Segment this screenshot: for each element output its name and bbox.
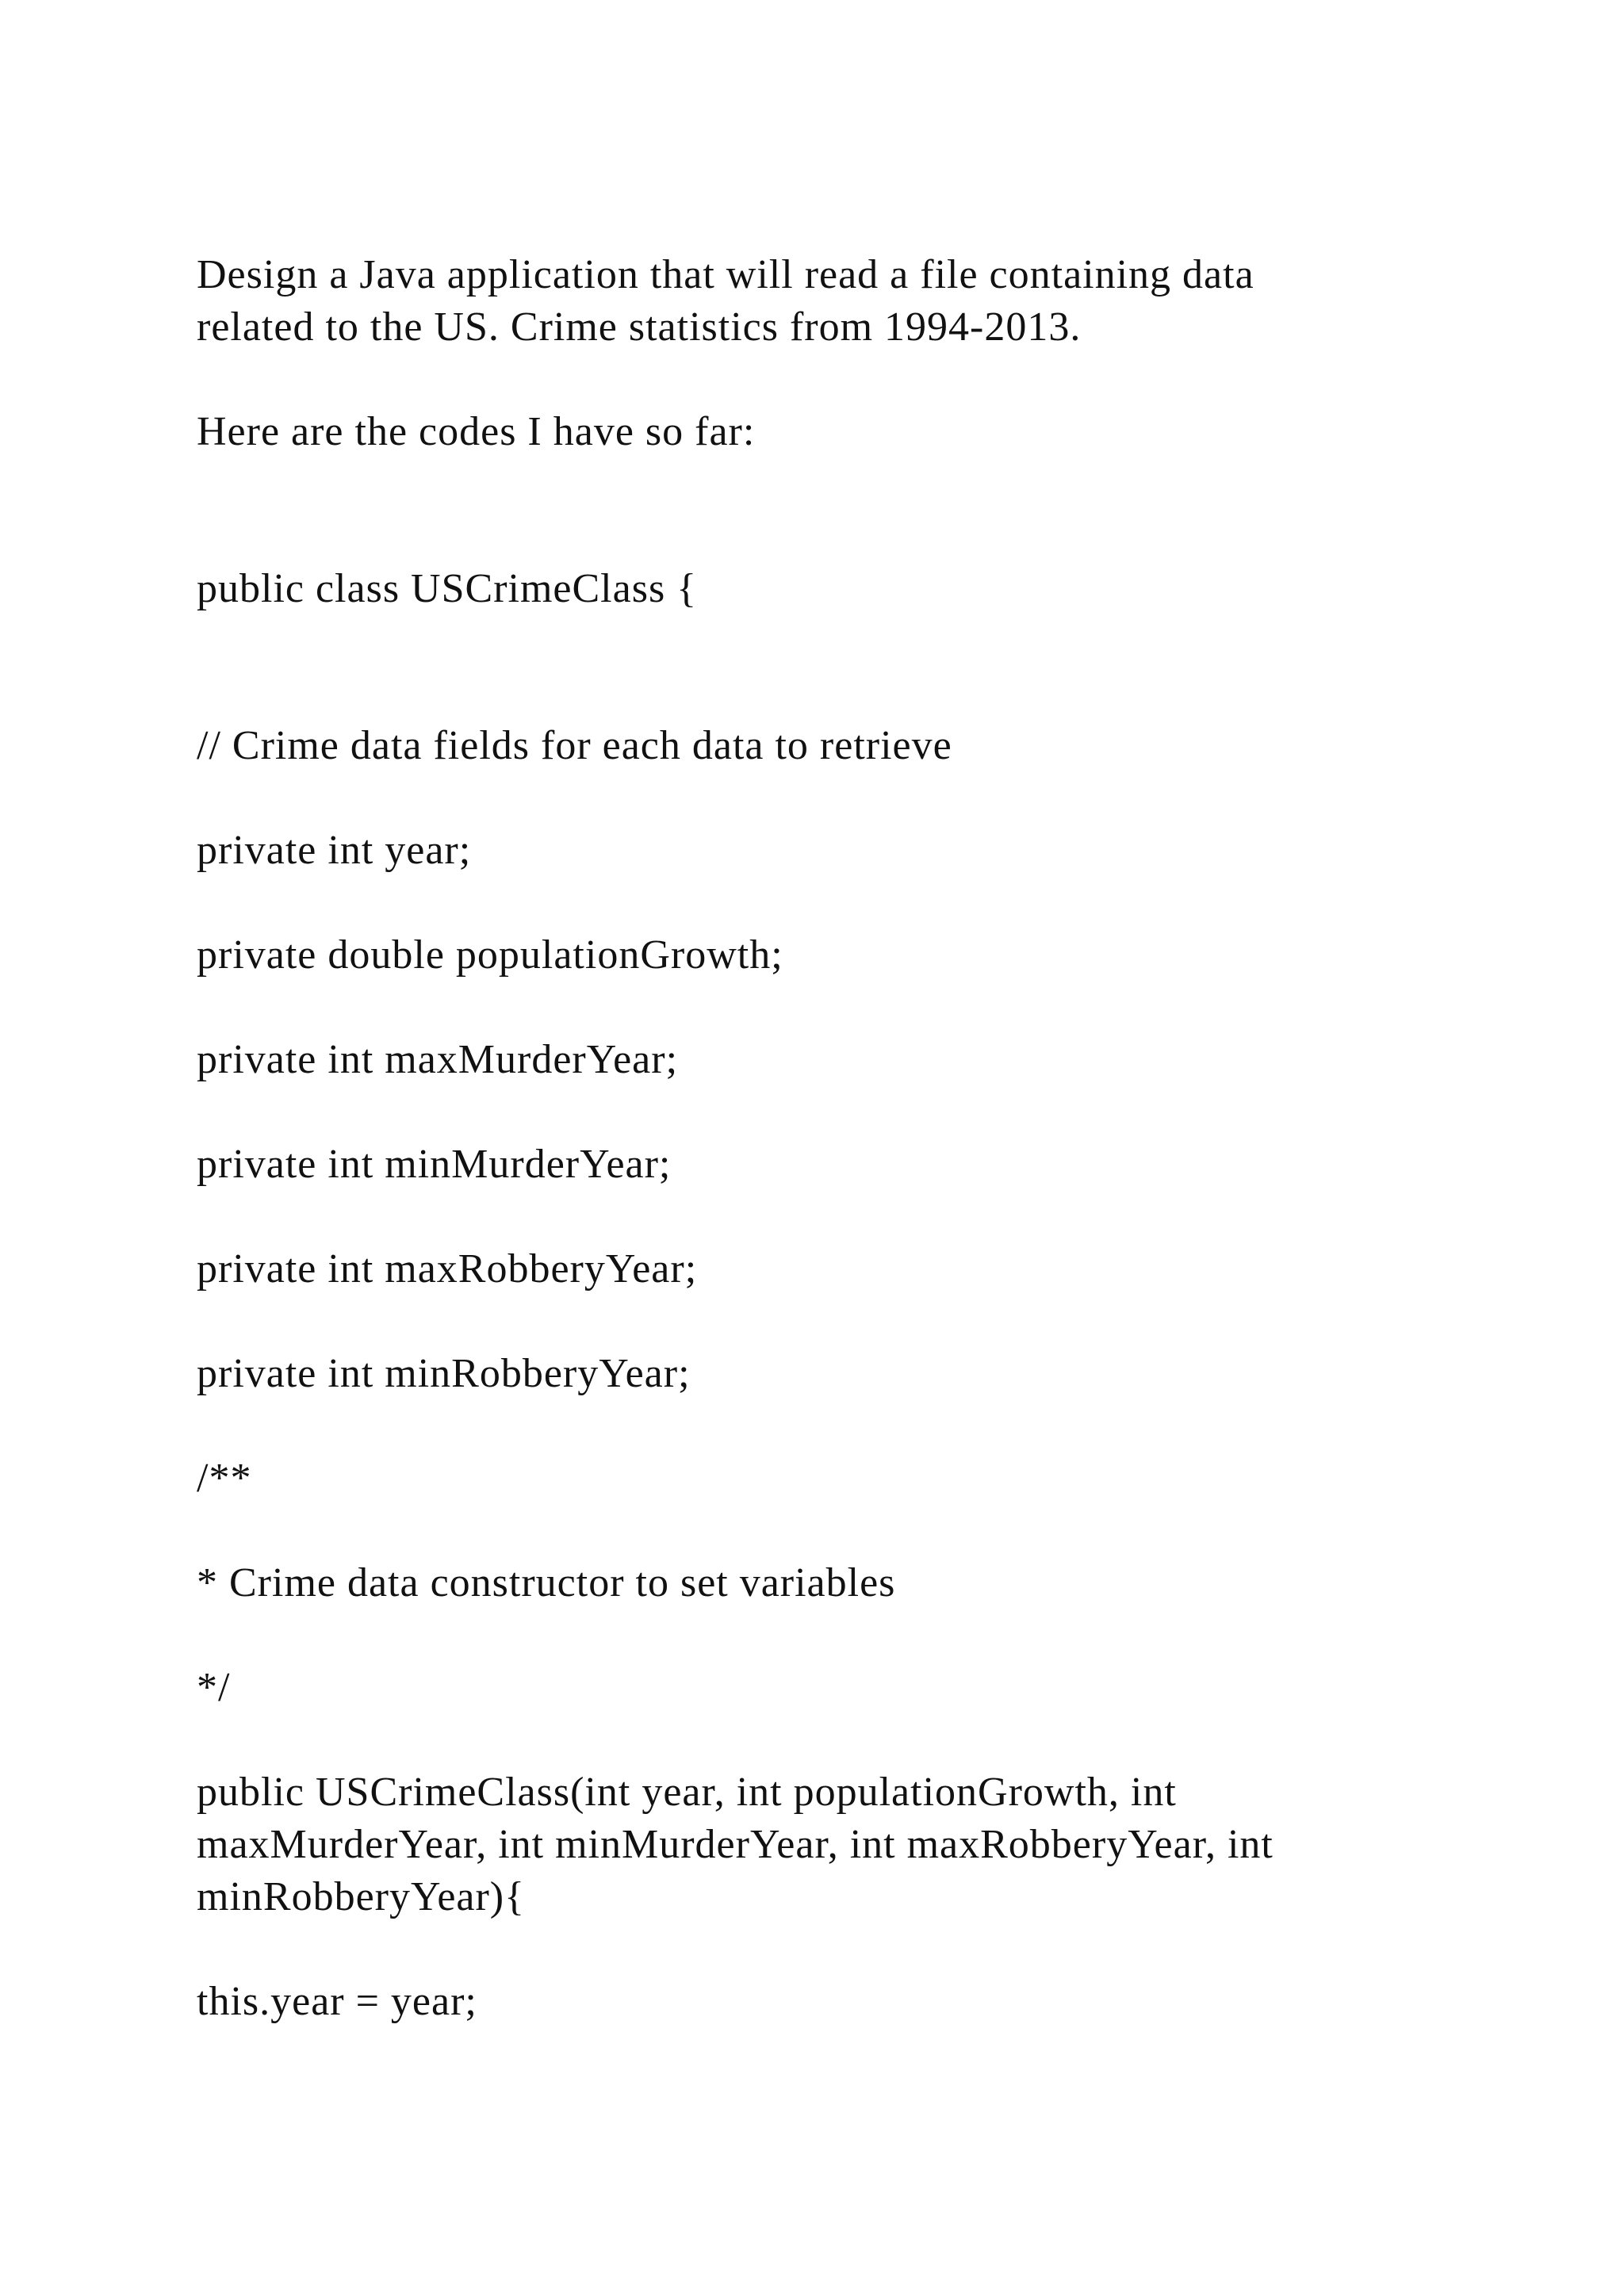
field-population-growth (197, 929, 1481, 982)
constructor-line-2: maxMurderYear, int minMurderYear, int maxRobberyYear, int (197, 1822, 1274, 1867)
fields-comment (197, 720, 1481, 772)
field-min-robbery-year-line: private int minRobberyYear; (197, 1351, 691, 1396)
javadoc-description (197, 1557, 1481, 1609)
field-max-murder-year (197, 1034, 1481, 1086)
assignment-year-line: this.year = year; (197, 1979, 477, 2024)
field-year-line: private int year; (197, 828, 472, 873)
field-min-robbery-year (197, 1348, 1481, 1400)
field-min-murder-year (197, 1138, 1481, 1191)
javadoc-close (197, 1662, 1481, 1714)
field-max-robbery-year-line: private int maxRobberyYear; (197, 1246, 698, 1292)
field-max-murder-year-line: private int maxMurderYear; (197, 1037, 679, 1082)
intro-paragraph (197, 249, 1481, 354)
javadoc-close-line: */ (197, 1665, 231, 1710)
field-min-murder-year-line: private int minMurderYear; (197, 1142, 672, 1187)
intro-line-1: Design a Java application that will read a file containing data (197, 252, 1254, 297)
constructor-signature (197, 1766, 1481, 1923)
field-population-growth-line: private double populationGrowth; (197, 932, 783, 978)
constructor-line-3: minRobberyYear){ (197, 1874, 526, 1919)
assignment-year (197, 1976, 1481, 2028)
javadoc-open (197, 1452, 1481, 1505)
codes-intro-line: Here are the codes I have so far: (197, 409, 756, 454)
class-declaration-line: public class USCrimeClass { (197, 566, 698, 611)
fields-comment-line: // Crime data fields for each data to retrieve (197, 723, 952, 768)
javadoc-description-line: * Crime data constructor to set variables (197, 1560, 896, 1605)
javadoc-open-line: /** (197, 1456, 252, 1501)
constructor-line-1: public USCrimeClass(int year, int populationGrowth, int (197, 1770, 1177, 1815)
codes-intro-paragraph (197, 406, 1481, 458)
field-year (197, 825, 1481, 877)
intro-line-2: related to the US. Crime statistics from 1994-2013. (197, 304, 1082, 350)
field-max-robbery-year (197, 1243, 1481, 1295)
class-declaration (197, 563, 1481, 615)
